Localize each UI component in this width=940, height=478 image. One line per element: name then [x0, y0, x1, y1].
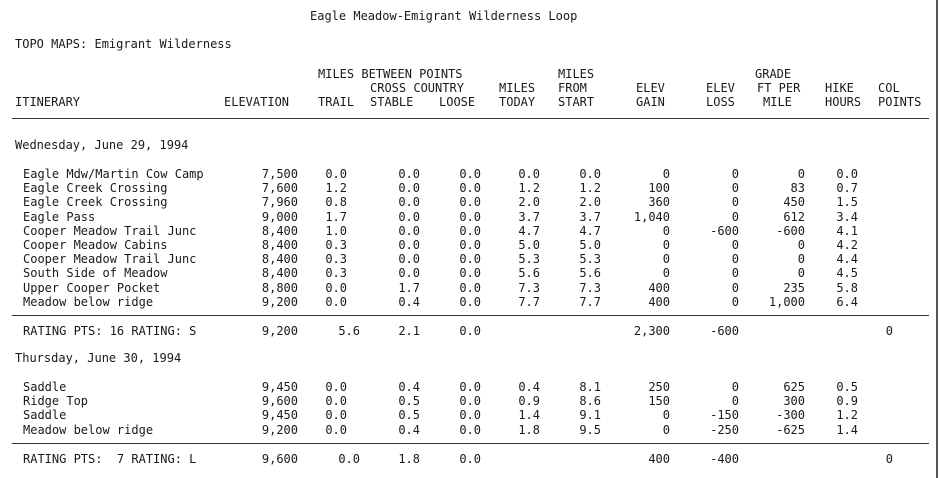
header-miles-between-points: MILES BETWEEN POINTS	[318, 67, 463, 81]
table-cell: -600	[710, 223, 739, 238]
table-cell: 2.0	[518, 195, 540, 210]
table-cell: 7.7	[579, 294, 601, 309]
table-cell: 0.0	[325, 167, 347, 181]
table-cell: 0.0	[836, 167, 858, 181]
table-cell: 0.4	[398, 380, 420, 394]
table-cell: 0.0	[398, 238, 420, 252]
table-cell: 7,600	[261, 181, 298, 196]
table-cell: 300	[783, 394, 805, 409]
table-cell: 2.0	[579, 195, 601, 210]
header-elev-loss-2: LOSS	[706, 95, 735, 109]
summary-rating-label: RATING PTS: 16 RATING: S	[23, 324, 197, 338]
table-cell: 0.4	[398, 422, 420, 437]
summary-loss: -600	[710, 324, 739, 338]
table-cell: 3.7	[579, 209, 601, 224]
page-edge-line	[936, 0, 938, 478]
table-cell: 0.0	[459, 294, 481, 309]
topo-maps-label: TOPO MAPS: Emigrant Wilderness	[15, 37, 232, 51]
table-cell: 0.0	[459, 195, 481, 210]
header-col-1: COL	[878, 81, 900, 95]
table-cell: 0.0	[459, 252, 481, 267]
table-cell: 1.2	[325, 181, 347, 196]
table-cell: Meadow below ridge	[23, 294, 154, 309]
table-cell: 100	[648, 181, 670, 196]
table-cell: 1.5	[836, 195, 858, 210]
table-cell: 0.4	[518, 380, 540, 394]
table-cell: 7.3	[579, 280, 601, 295]
summary-loss: -400	[710, 451, 739, 466]
table-cell: 3.7	[518, 209, 540, 224]
header-hike-2: HOURS	[825, 95, 862, 109]
table-cell: 0.9	[518, 394, 540, 409]
table-cell: 5.3	[518, 252, 540, 267]
table-cell: 0	[662, 252, 670, 267]
header-grade: GRADE	[755, 67, 792, 81]
table-cell: 7,500	[261, 167, 298, 181]
header-trail: TRAIL	[318, 95, 355, 109]
table-cell: 625	[783, 380, 805, 394]
table-cell: 4.2	[836, 238, 858, 252]
table-cell: 0.0	[459, 167, 481, 181]
table-cell: Cooper Meadow Trail Junc	[23, 252, 197, 267]
table-cell: 0.0	[518, 167, 540, 181]
table-cell: 5.8	[836, 280, 858, 295]
summary-rule	[12, 443, 929, 444]
summary-stable: 2.1	[398, 324, 420, 338]
table-cell: 0	[662, 422, 670, 437]
header-miles-from-1: MILES	[558, 67, 595, 81]
table-cell: 0.3	[325, 252, 347, 267]
table-cell: 9,450	[261, 380, 298, 394]
table-cell: Eagle Mdw/Martin Cow Camp	[23, 167, 204, 181]
table-cell: 0	[731, 167, 739, 181]
day-date-heading: Thursday, June 30, 1994	[15, 351, 182, 365]
header-ft-per-1: FT PER	[757, 81, 801, 95]
table-cell: 0	[731, 181, 739, 196]
table-cell: 3.4	[836, 209, 858, 224]
table-cell: Upper Cooper Pocket	[23, 280, 161, 295]
table-cell: 0	[662, 238, 670, 252]
summary-stable: 1.8	[398, 451, 420, 466]
summary-elevation: 9,600	[261, 451, 298, 466]
table-cell: Saddle	[23, 408, 67, 423]
table-cell: 4.1	[836, 223, 858, 238]
day-date-heading: Wednesday, June 29, 1994	[15, 138, 189, 152]
table-cell: 450	[783, 195, 805, 210]
table-cell: 5.0	[518, 238, 540, 252]
table-cell: 0.0	[459, 280, 481, 295]
table-cell: 0.0	[459, 238, 481, 252]
table-cell: 400	[648, 280, 670, 295]
table-cell: 9,000	[261, 209, 298, 224]
table-cell: -250	[710, 422, 739, 437]
summary-col-points: 0	[885, 451, 893, 466]
table-cell: 0.0	[325, 408, 347, 423]
header-elev-gain-2: GAIN	[636, 95, 665, 109]
summary-rule	[12, 315, 929, 316]
table-cell: 0.5	[836, 380, 858, 394]
table-cell: 0.8	[325, 195, 347, 210]
table-cell: 0.5	[398, 394, 420, 409]
table-cell: Meadow below ridge	[23, 422, 154, 437]
table-cell: -300	[776, 408, 805, 423]
table-cell: 0.0	[459, 394, 481, 409]
table-cell: 0.9	[836, 394, 858, 409]
summary-loose: 0.0	[459, 324, 481, 338]
header-loose: LOOSE	[439, 95, 476, 109]
table-cell: 0.5	[398, 408, 420, 423]
table-cell: Eagle Creek Crossing	[23, 195, 168, 210]
table-cell: Cooper Meadow Trail Junc	[23, 223, 197, 238]
table-cell: Saddle	[23, 380, 67, 394]
table-cell: 0	[797, 167, 805, 181]
table-cell: Cooper Meadow Cabins	[23, 238, 168, 252]
table-cell: -625	[776, 422, 805, 437]
table-cell: 0	[731, 209, 739, 224]
table-cell: 1,000	[768, 294, 805, 309]
table-cell: -600	[776, 223, 805, 238]
table-cell: 1.2	[518, 181, 540, 196]
table-cell: 0.0	[325, 294, 347, 309]
table-cell: 0.0	[325, 422, 347, 437]
summary-gain: 2,300	[633, 324, 670, 338]
table-cell: Eagle Pass	[23, 209, 96, 224]
summary-rating-label: RATING PTS: 7 RATING: L	[23, 451, 197, 466]
table-cell: 0.0	[459, 422, 481, 437]
table-cell: 150	[648, 394, 670, 409]
header-miles-today-2: TODAY	[499, 95, 536, 109]
table-cell: Eagle Creek Crossing	[23, 181, 168, 196]
header-itinerary: ITINERARY	[15, 95, 81, 109]
table-cell: 5.6	[579, 266, 601, 281]
table-cell: 1.8	[518, 422, 540, 437]
table-cell: 1,040	[633, 209, 670, 224]
header-stable: STABLE	[370, 95, 414, 109]
table-cell: 0.7	[836, 181, 858, 196]
header-hike-1: HIKE	[825, 81, 854, 95]
header-ft-per-2: MILE	[763, 95, 792, 109]
table-cell: 0	[797, 238, 805, 252]
table-cell: 0	[731, 238, 739, 252]
header-from-start-1: FROM	[558, 81, 587, 95]
table-cell: 4.4	[836, 252, 858, 267]
header-miles-today-1: MILES	[499, 81, 536, 95]
table-cell: 8,400	[261, 266, 298, 281]
table-cell: 0.0	[459, 181, 481, 196]
table-cell: 0.0	[398, 266, 420, 281]
table-cell: 612	[783, 209, 805, 224]
table-cell: 5.3	[579, 252, 601, 267]
table-cell: 1.2	[579, 181, 601, 196]
table-cell: 0	[797, 266, 805, 281]
table-cell: 0	[731, 280, 739, 295]
table-cell: 4.5	[836, 266, 858, 281]
table-cell: 0	[731, 294, 739, 309]
summary-col-points: 0	[885, 324, 893, 338]
table-cell: 5.0	[579, 238, 601, 252]
table-cell: 0	[797, 252, 805, 267]
table-cell: 9.1	[579, 408, 601, 423]
table-cell: 8.6	[579, 394, 601, 409]
table-cell: 0.0	[398, 209, 420, 224]
header-cross-country: CROSS COUNTRY	[370, 81, 464, 95]
table-cell: 8.1	[579, 380, 601, 394]
table-cell: 0.0	[398, 181, 420, 196]
table-cell: 0	[731, 394, 739, 409]
table-cell: 0	[731, 252, 739, 267]
table-cell: 0.0	[398, 223, 420, 238]
table-cell: 0.0	[398, 195, 420, 210]
table-cell: 8,400	[261, 252, 298, 267]
table-cell: 1.2	[836, 408, 858, 423]
table-cell: 250	[648, 380, 670, 394]
header-elev-gain-1: ELEV	[636, 81, 665, 95]
table-cell: 0	[662, 266, 670, 281]
table-cell: 0.0	[579, 167, 601, 181]
table-cell: 9.5	[579, 422, 601, 437]
table-cell: 0.0	[459, 266, 481, 281]
table-cell: 0.0	[459, 223, 481, 238]
table-cell: 0.3	[325, 266, 347, 281]
table-cell: 0	[662, 167, 670, 181]
table-cell: 9,600	[261, 394, 298, 409]
table-cell: 0	[731, 266, 739, 281]
table-cell: 0.4	[398, 294, 420, 309]
table-cell: 0.0	[398, 167, 420, 181]
table-cell: -150	[710, 408, 739, 423]
table-cell: 1.7	[325, 209, 347, 224]
summary-trail: 0.0	[338, 451, 360, 466]
table-cell: 0	[662, 223, 670, 238]
table-cell: 1.0	[325, 223, 347, 238]
table-cell: 0	[731, 195, 739, 210]
table-cell: 400	[648, 294, 670, 309]
table-cell: 5.6	[518, 266, 540, 281]
table-cell: 0	[731, 380, 739, 394]
table-cell: 0.0	[459, 380, 481, 394]
table-cell: 4.7	[518, 223, 540, 238]
table-cell: 9,200	[261, 422, 298, 437]
table-cell: 0.0	[459, 408, 481, 423]
table-cell: 8,400	[261, 223, 298, 238]
summary-trail: 5.6	[338, 324, 360, 338]
summary-gain: 400	[648, 451, 670, 466]
table-cell: 0.0	[325, 394, 347, 409]
table-cell: 1.4	[518, 408, 540, 423]
table-cell: 0.0	[325, 280, 347, 295]
header-rule	[12, 118, 929, 119]
summary-elevation: 9,200	[261, 324, 298, 338]
table-cell: 9,200	[261, 294, 298, 309]
table-cell: 7.7	[518, 294, 540, 309]
table-cell: 1.7	[398, 280, 420, 295]
summary-loose: 0.0	[459, 451, 481, 466]
header-from-start-2: START	[558, 95, 595, 109]
header-col-2: POINTS	[878, 95, 922, 109]
header-elevation: ELEVATION	[224, 95, 290, 109]
table-cell: 4.7	[579, 223, 601, 238]
table-cell: 0.0	[325, 380, 347, 394]
table-cell: 1.4	[836, 422, 858, 437]
table-cell: 235	[783, 280, 805, 295]
table-cell: 0.0	[459, 209, 481, 224]
page-title: Eagle Meadow-Emigrant Wilderness Loop	[310, 9, 578, 23]
table-cell: 7,960	[261, 195, 298, 210]
table-cell: 360	[648, 195, 670, 210]
table-cell: 7.3	[518, 280, 540, 295]
table-cell: 0.3	[325, 238, 347, 252]
table-cell: 9,450	[261, 408, 298, 423]
table-cell: South Side of Meadow	[23, 266, 168, 281]
table-cell: 6.4	[836, 294, 858, 309]
table-cell: 83	[790, 181, 805, 196]
table-cell: 0.0	[398, 252, 420, 267]
header-elev-loss-1: ELEV	[706, 81, 735, 95]
table-cell: 0	[662, 408, 670, 423]
table-cell: 8,800	[261, 280, 298, 295]
table-cell: 8,400	[261, 238, 298, 252]
table-cell: Ridge Top	[23, 394, 89, 409]
